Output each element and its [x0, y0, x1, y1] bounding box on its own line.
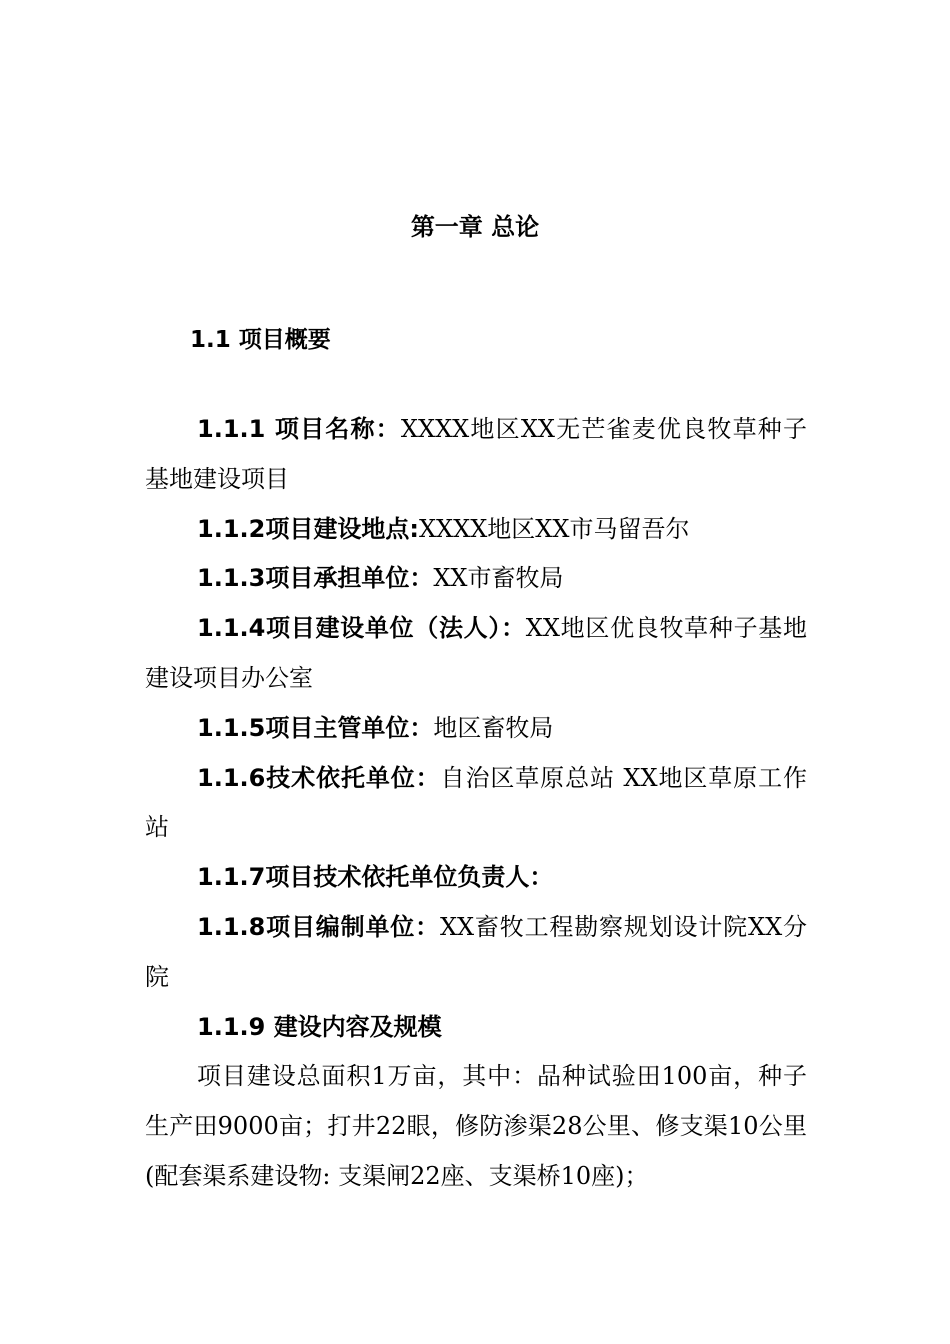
section-title: 1.1 项目概要 — [190, 327, 331, 353]
compiling-unit-item — [145, 903, 807, 1003]
item-label: 1.1.7项目技术依托单位负责人： — [197, 863, 554, 892]
chapter-title: 第一章 总论 — [410, 213, 540, 241]
item-label: 1.1.3项目承担单位： — [197, 564, 434, 593]
item-label: 1.1.5项目主管单位： — [197, 713, 434, 742]
project-name-item — [145, 405, 807, 505]
item-value: 地区畜牧局 — [433, 713, 554, 742]
item-label: 1.1.6技术依托单位： — [197, 763, 441, 792]
technical-support-unit-item — [145, 754, 807, 854]
undertaking-unit-item — [145, 554, 807, 604]
item-value: XX畜牧工程勘察规划设计院XX分院 — [145, 912, 807, 991]
technical-lead-item — [145, 853, 807, 903]
item-value: 自治区草原总站 XX地区草原工作站 — [145, 763, 807, 842]
supervising-unit-item — [145, 704, 807, 754]
construction-scope-heading — [145, 1003, 807, 1053]
project-location-item — [145, 505, 807, 555]
construction-scope-paragraph: 项目建设总面积1万亩，其中：品种试验田100亩，种子生产田9000亩；打井22眼，修防渗渠28公里、修支渠10公里(配套渠系建设物: 支渠闸22座、支渠桥10座)； — [145, 1062, 807, 1190]
item-label: 1.1.8项目编制单位： — [197, 912, 440, 941]
item-value: XX市畜牧局 — [433, 564, 564, 593]
item-value: XX地区优良牧草种子基地建设项目办公室 — [145, 614, 807, 692]
item-label: 1.1.1 项目名称： — [197, 415, 401, 443]
item-value: XXXX地区XX市马留吾尔 — [418, 514, 690, 543]
item-label: 1.1.4项目建设单位（法人）： — [197, 614, 526, 643]
item-label: 1.1.2项目建设地点: — [197, 514, 419, 543]
construction-unit-item — [145, 604, 807, 704]
item-label: 1.1.9 建设内容及规模 — [197, 1012, 442, 1041]
document-body — [145, 405, 807, 1202]
item-value: XXXX地区XX无芒雀麦优良牧草种子基地建设项目 — [145, 415, 808, 493]
